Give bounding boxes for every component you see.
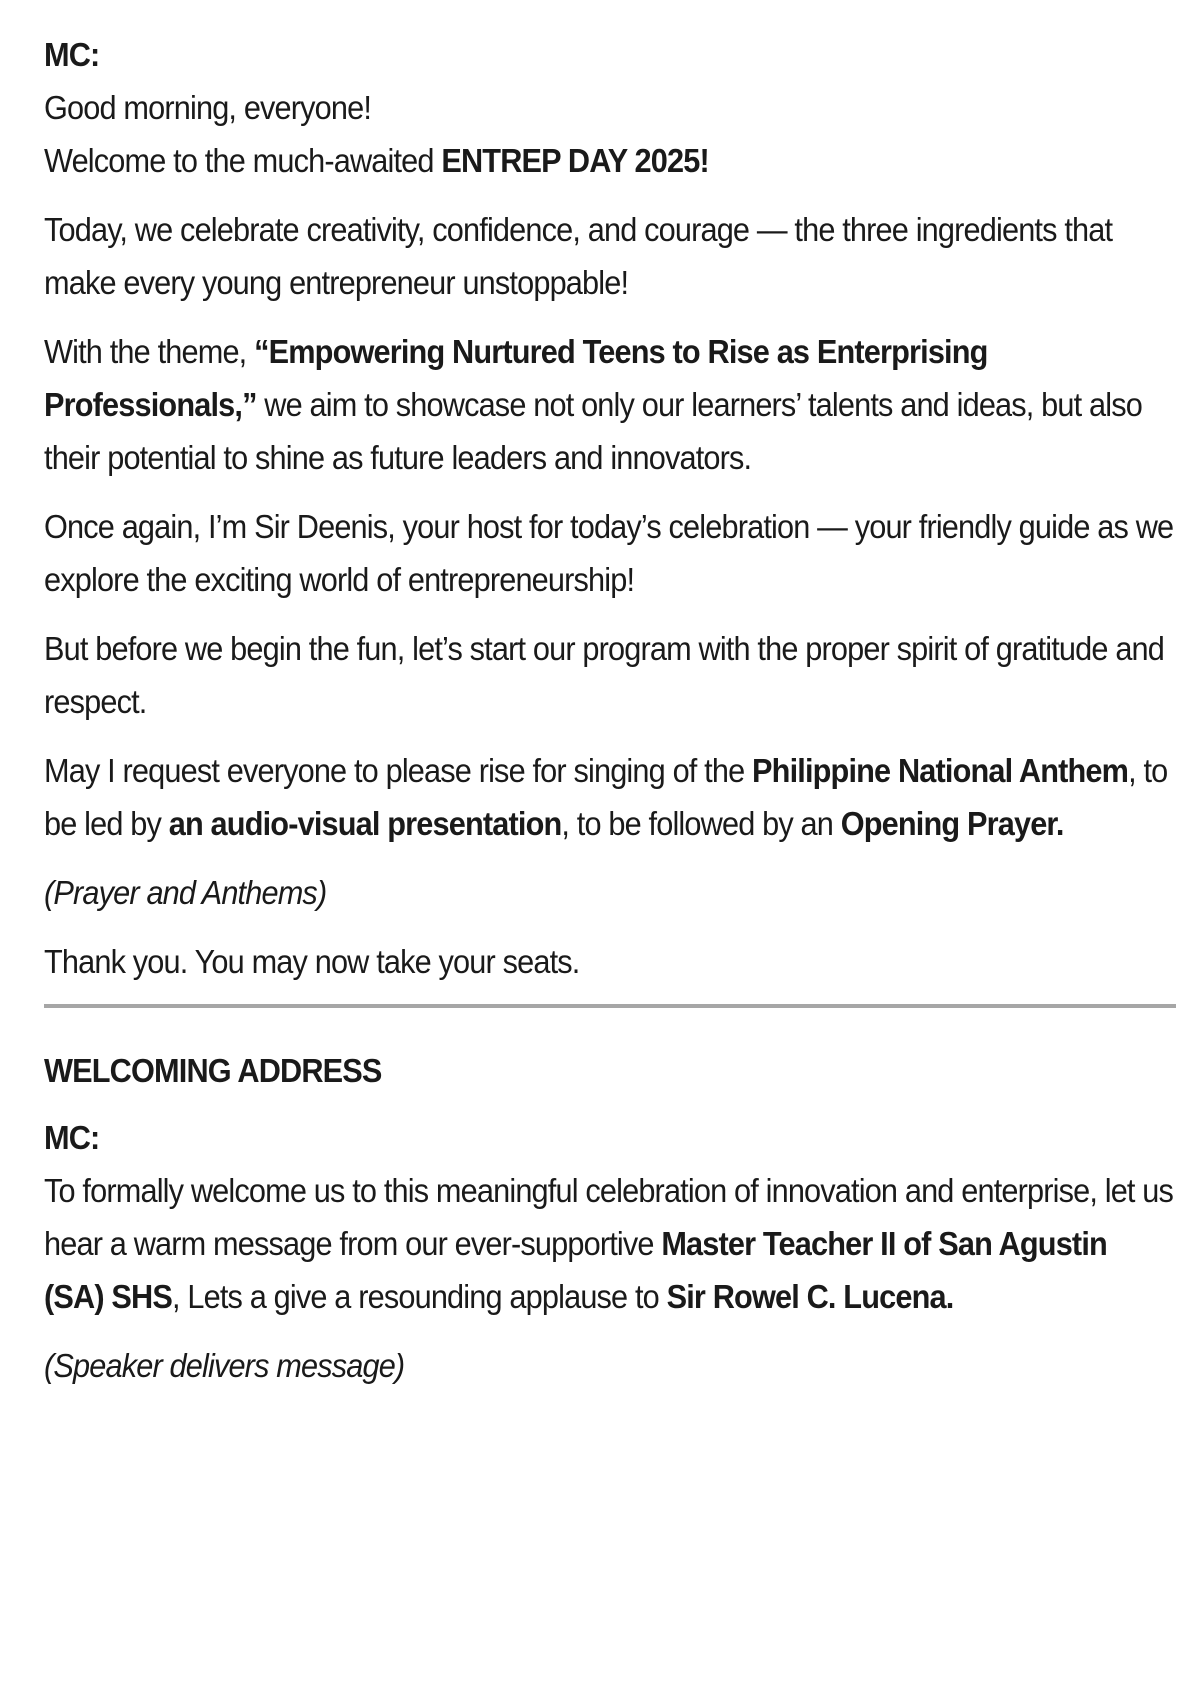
- address-intro: To formally welcome us to this meaningful celebration of innovation and enterprise, let us hear a warm message from our ever-supportive: [44, 1172, 1174, 1262]
- request-led-by: , to be led by: [44, 752, 1168, 842]
- greeting-line: Good morning, everyone!: [44, 89, 372, 126]
- script-page: [44, 28, 1174, 1408]
- address-block: [44, 1111, 1174, 1323]
- av-presentation: an audio-visual presentation: [168, 805, 562, 842]
- speaker-name: Sir Rowel C. Lucena.: [666, 1278, 954, 1315]
- opening-prayer: Opening Prayer.: [840, 805, 1064, 842]
- stage-direction-speaker: (Speaker delivers message): [44, 1347, 405, 1384]
- request-paragraph: [44, 744, 1174, 850]
- theme-paragraph: [44, 325, 1174, 484]
- host-paragraph: Once again, I’m Sir Deenis, your host for today’s celebration — your friendly guide as we explore the exciting world of entrepreneurship!: [44, 508, 1174, 598]
- welcoming-address-section: [44, 1044, 1174, 1392]
- speaker-role: Master Teacher II of San Agustin (SA) SHS: [44, 1225, 1107, 1315]
- opening-block: [44, 28, 1174, 187]
- thanks-paragraph: Thank you. You may now take your seats.: [44, 943, 580, 980]
- celebrate-paragraph: Today, we celebrate creativity, confidence, and courage — the three ingredients that make every young entrepreneur unstoppable!: [44, 211, 1113, 301]
- theme-intro: With the theme,: [44, 333, 255, 370]
- section-heading: WELCOMING ADDRESS: [44, 1052, 382, 1089]
- speaker-label: MC:: [44, 36, 100, 73]
- request-intro: May I request everyone to please rise for singing of the: [44, 752, 753, 789]
- event-name: ENTREP DAY 2025!: [441, 142, 709, 179]
- program-script: [44, 28, 1174, 988]
- anthem-name: Philippine National Anthem: [752, 752, 1129, 789]
- applause-text: , Lets a give a resounding applause to: [172, 1278, 667, 1315]
- theme-title: “Empowering Nurtured Teens to Rise as Enterprising Professionals,”: [44, 333, 988, 423]
- stage-direction-prayer: (Prayer and Anthems): [44, 874, 327, 911]
- welcome-text: Welcome to the much-awaited: [44, 142, 442, 179]
- request-followed-by: , to be followed by an: [561, 805, 841, 842]
- before-paragraph: But before we begin the fun, let’s start our program with the proper spirit of gratitude and respect.: [44, 630, 1165, 720]
- section-divider: [44, 1004, 1176, 1008]
- theme-description: we aim to showcase not only our learners’ talents and ideas, but also their potential to shine as future leaders and innovators.: [44, 386, 1142, 476]
- speaker-label: MC:: [44, 1119, 100, 1156]
